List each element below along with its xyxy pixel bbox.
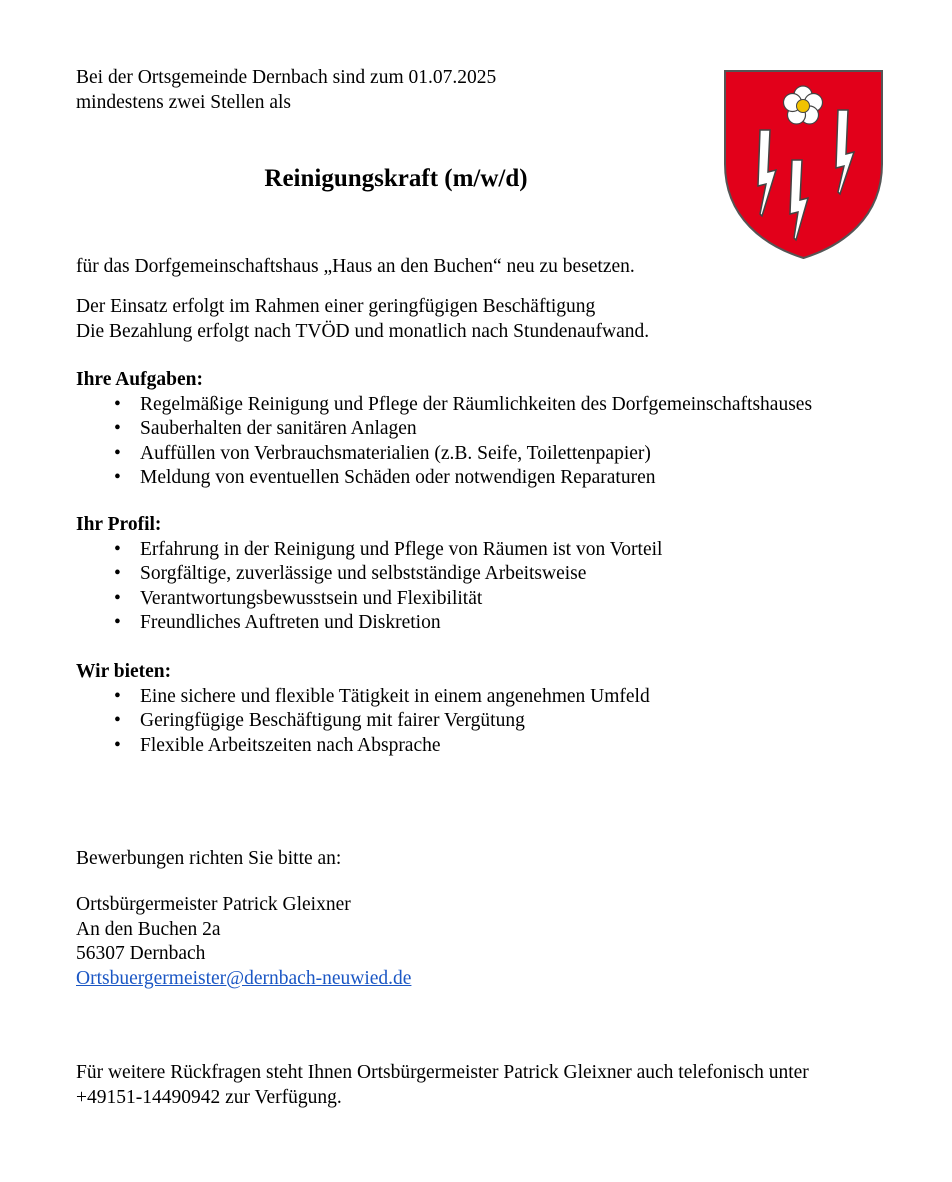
application-prompt: Bewerbungen richten Sie bitte an: <box>76 848 342 869</box>
bullet-icon: • <box>114 612 121 633</box>
application-address <box>76 893 411 991</box>
contact-line-1: Für weitere Rückfragen steht Ihnen Ortsbürgermeister Patrick Gleixner auch telefonisch unter <box>76 1062 809 1083</box>
section-offer <box>76 660 650 758</box>
bullet-icon: • <box>114 710 121 731</box>
contact-line-2: +49151-14490942 zur Verfügung. <box>76 1086 342 1108</box>
list-item: • Erfahrung in der Reinigung und Pflege von Räumen ist von Vorteil <box>76 538 662 563</box>
list-item: • Flexible Arbeitszeiten nach Absprache <box>76 734 650 759</box>
list-item: • Auffüllen von Verbrauchsmaterialien (z.B. Seife, Toilettenpapier) <box>76 442 812 467</box>
bullet-icon: • <box>114 587 121 609</box>
task-list <box>76 393 812 491</box>
page-title: Reinigungskraft (m/w/d) <box>264 165 528 192</box>
list-item: • Sorgfältige, zuverlässige und selbstständige Arbeitsweise <box>76 562 662 587</box>
bullet-icon: • <box>114 467 121 488</box>
bullet-icon: • <box>114 393 121 415</box>
section-tasks <box>76 368 812 491</box>
list-item: • Sauberhalten der sanitären Anlagen <box>76 417 812 442</box>
section-heading: Ihre Aufgaben: <box>76 369 203 390</box>
bullet-icon: • <box>114 563 121 584</box>
bullet-icon: • <box>114 685 121 707</box>
list-item: • Geringfügige Beschäftigung mit fairer Vergütung <box>76 709 650 734</box>
list-item: • Verantwortungsbewusstsein und Flexibilität <box>76 587 662 612</box>
contact-note <box>76 1061 809 1110</box>
contact-name: Ortsbürgermeister Patrick Gleixner <box>76 894 351 915</box>
bullet-icon: • <box>114 734 121 756</box>
intro-line-1: Bei der Ortsgemeinde Dernbach sind zum 01.07.2025 <box>76 67 497 88</box>
list-item: • Regelmäßige Reinigung und Pflege der Räumlichkeiten des Dorfgemeinschaftshauses <box>76 393 812 418</box>
coat-of-arms-icon <box>722 68 885 260</box>
intro-text <box>76 66 496 115</box>
profile-list <box>76 538 662 636</box>
bullet-icon: • <box>114 442 121 464</box>
email-link[interactable]: Ortsbuergermeister@dernbach-neuwied.de <box>76 967 412 989</box>
section-profile <box>76 513 662 636</box>
intro-line-2: mindestens zwei Stellen als <box>76 91 291 113</box>
list-item: • Freundliches Auftreten und Diskretion <box>76 611 662 636</box>
offer-list <box>76 685 650 759</box>
list-item: • Meldung von eventuellen Schäden oder notwendigen Reparaturen <box>76 466 812 491</box>
bullet-icon: • <box>114 538 121 560</box>
list-item: • Eine sichere und flexible Tätigkeit in einem angenehmen Umfeld <box>76 685 650 710</box>
employment-line-2: Die Bezahlung erfolgt nach TVÖD und monatlich nach Stundenaufwand. <box>76 320 650 342</box>
employment-text <box>76 295 649 344</box>
purpose-text: für das Dorfgemeinschaftshaus „Haus an den Buchen“ neu zu besetzen. <box>76 256 635 277</box>
section-heading: Ihr Profil: <box>76 514 162 535</box>
contact-street: An den Buchen 2a <box>76 918 221 940</box>
section-heading: Wir bieten: <box>76 661 172 682</box>
bullet-icon: • <box>114 418 121 439</box>
contact-city: 56307 Dernbach <box>76 943 206 964</box>
employment-line-1: Der Einsatz erfolgt im Rahmen einer geringfügigen Beschäftigung <box>76 296 596 317</box>
